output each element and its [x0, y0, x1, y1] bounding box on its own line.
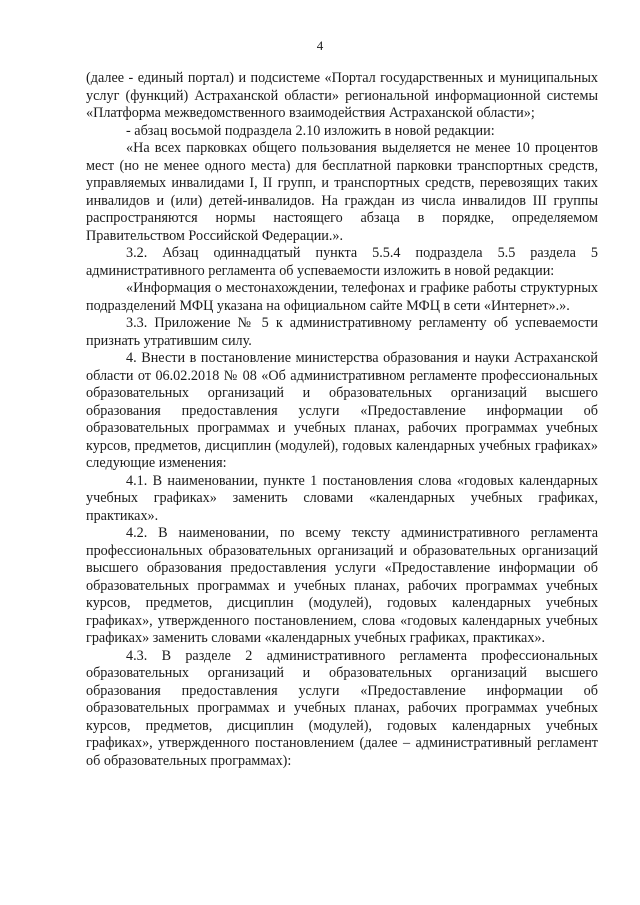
- paragraph-4: 4. Внести в постановление министерства образования и науки Астраханской области от 06.02.2018 № 08 «Об административном регламенте профессиональных образовательных организаций и образовательных организаций высшего образования предоставления услуги «Предоставление информации об образовательных программах и учебных планах, рабочих программах учебных курсов, предметов, дисциплин (модулей), годовых календарных учебных графиках» следующие изменения:: [86, 350, 598, 471]
- paragraph-amendment-2-10: - абзац восьмой подраздела 2.10 изложить в новой редакции:: [126, 122, 495, 139]
- paragraph-3-3: 3.3. Приложение № 5 к административному регламенту об успеваемости признать утратившим силу.: [86, 315, 598, 349]
- paragraph-4-3: 4.3. В разделе 2 административного регламента профессиональных образовательных организаций и образовательных организаций высшего образования предоставления услуги «Предоставление информации об образовательных программах и учебных планах, рабочих программах учебных курсов, предметов, дисциплин (модулей), годовых календарных учебных графиках», утвержденного постановлением (далее – административный регламент об образовательных программах):: [86, 647, 598, 769]
- page-number: 4: [316, 38, 324, 53]
- paragraph-parking-quote: «На всех парковках общего пользования выделяется не менее 10 процентов мест (но не менее одного места) для бесплатной парковки транспортных средств, управляемых инвалидами I, II групп, и транспортных средств, перевозящих таких инвалидов и (или) детей-инвалидов. На граждан из числа инвалидов III группы распространяются нормы настоящего абзаца в порядке, определяемом Правительством Российской Федерации.».: [86, 140, 598, 244]
- paragraph-4-1: 4.1. В наименовании, пункте 1 постановления слова «годовых календарных учебных графиках» заменить словами «календарных учебных графиках, практиках».: [86, 472, 598, 524]
- paragraph-mfc-quote: «Информация о местонахождении, телефонах и графике работы структурных подразделений МФЦ указана на официальном сайте МФЦ в сети «Интернет».».: [86, 280, 598, 314]
- document-body: [86, 70, 598, 770]
- paragraph-4-2: 4.2. В наименовании, по всему тексту административного регламента профессиональных образовательных организаций и образовательных организаций высшего образования предоставления услуги «Предоставление информации об образовательных программах и учебных планах, рабочих программах учебных курсов, предметов, дисциплин (модулей), годовых календарных учебных графиках», утвержденного постановлением, слова «годовых календарных учебных графиках» заменить словами «календарных учебных графиках, практиках».: [86, 525, 598, 646]
- paragraph-continuation: (далее - единый портал) и подсистеме «Портал государственных и муниципальных услуг (функций) Астраханской области» региональной информационной системы «Платформа межведомственного взаимодействия Астраханской области»;: [86, 70, 598, 121]
- paragraph-3-2: 3.2. Абзац одиннадцатый пункта 5.5.4 подраздела 5.5 раздела 5 административного регламента об успеваемости изложить в новой редакции:: [86, 245, 598, 279]
